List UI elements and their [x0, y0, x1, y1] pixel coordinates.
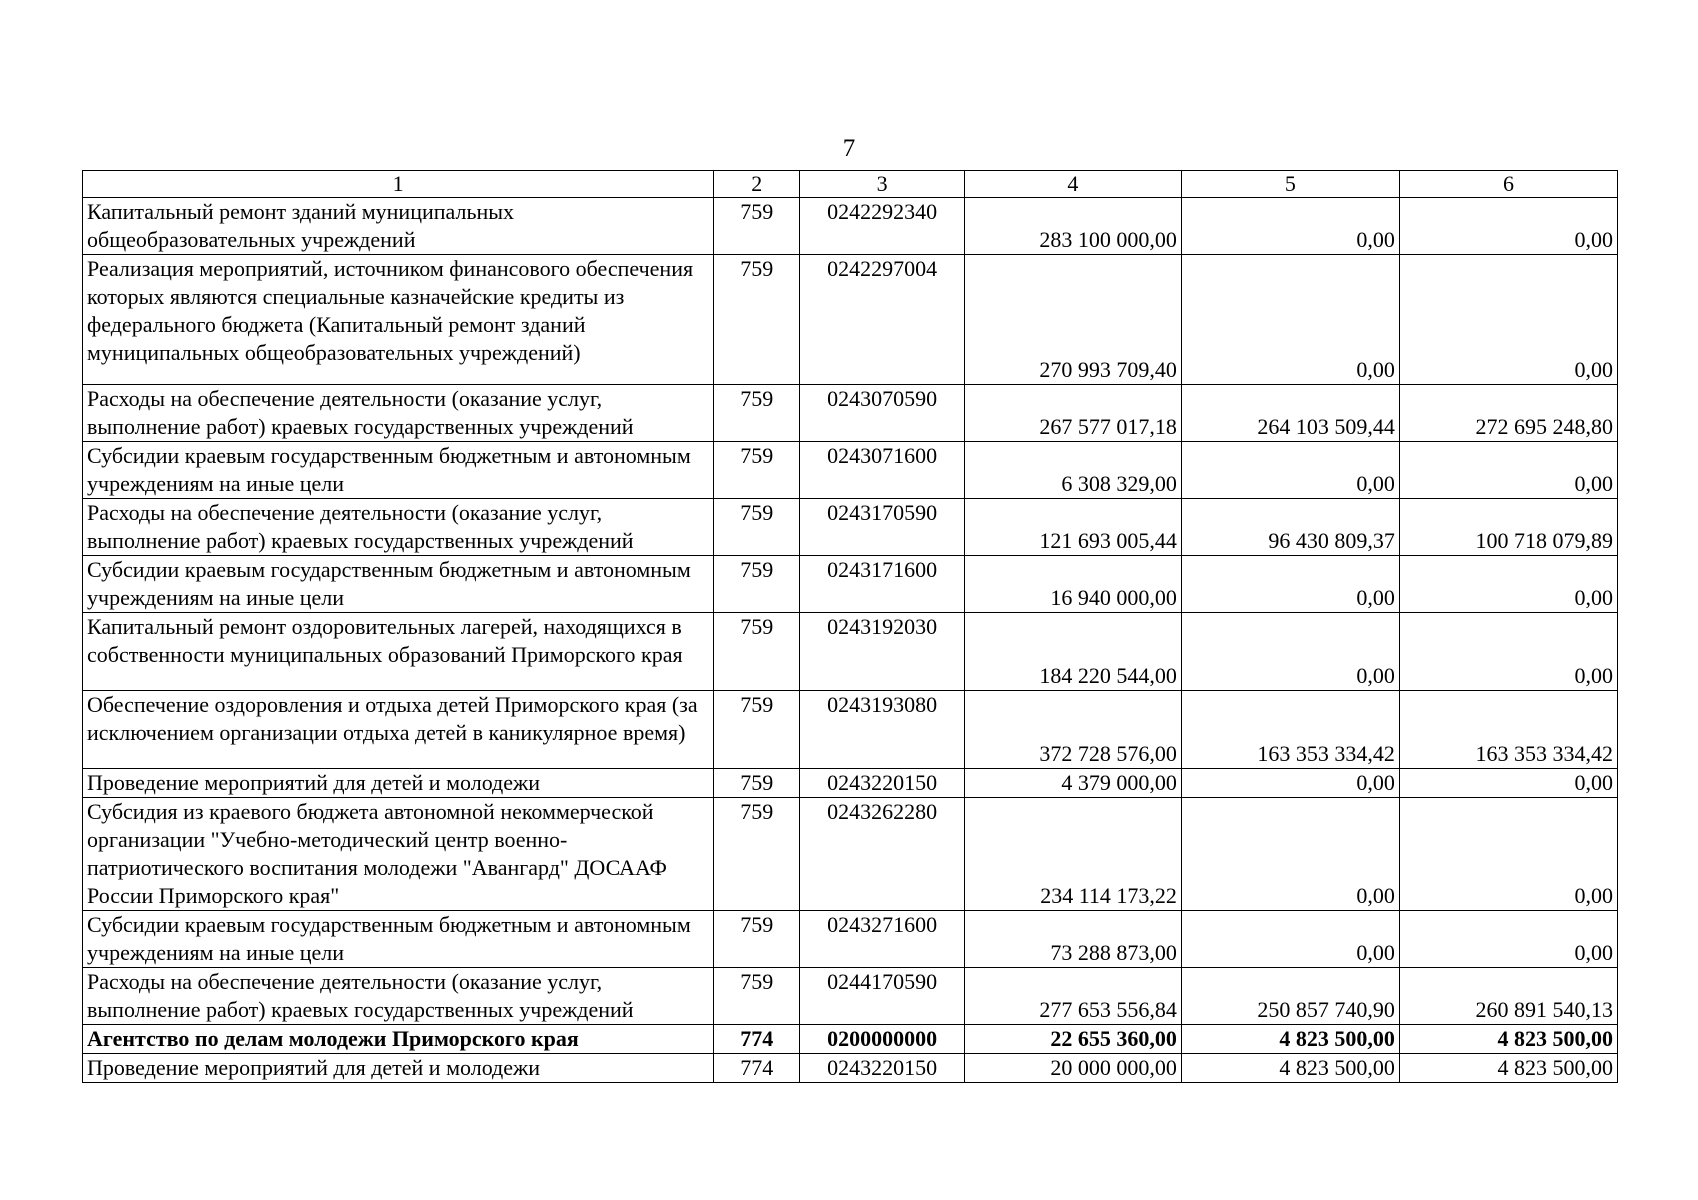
row-value-5: 0,00: [1181, 769, 1399, 798]
row-value-6: 100 718 079,89: [1399, 499, 1617, 556]
row-value-5: 0,00: [1181, 556, 1399, 613]
row-value-4: 277 653 556,84: [964, 968, 1181, 1025]
row-name: Проведение мероприятий для детей и молодежи: [83, 769, 714, 798]
row-value-5: 4 823 500,00: [1181, 1054, 1399, 1083]
table-row: [83, 556, 1618, 613]
column-header: 3: [800, 171, 965, 198]
row-csr: 0243171600: [800, 556, 965, 613]
row-csr: 0244170590: [800, 968, 965, 1025]
row-code: 759: [714, 769, 800, 798]
table-row: [83, 798, 1618, 911]
row-name: Обеспечение оздоровления и отдыха детей Приморского края (за исключением организации отдыха детей в каникулярное время): [83, 691, 714, 769]
row-code: 759: [714, 499, 800, 556]
row-value-6: 260 891 540,13: [1399, 968, 1617, 1025]
row-value-6: 163 353 334,42: [1399, 691, 1617, 769]
row-value-6: 0,00: [1399, 769, 1617, 798]
header-row: [83, 171, 1618, 198]
column-header: 1: [83, 171, 714, 198]
row-value-4: 270 993 709,40: [964, 255, 1181, 385]
row-value-4: 267 577 017,18: [964, 385, 1181, 442]
row-value-5: 0,00: [1181, 442, 1399, 499]
row-value-4: 4 379 000,00: [964, 769, 1181, 798]
row-csr: 0243193080: [800, 691, 965, 769]
row-value-5: 0,00: [1181, 911, 1399, 968]
row-value-5: 4 823 500,00: [1181, 1025, 1399, 1054]
row-value-4: 22 655 360,00: [964, 1025, 1181, 1054]
row-value-4: 6 308 329,00: [964, 442, 1181, 499]
row-csr: 0243220150: [800, 769, 965, 798]
row-value-6: 0,00: [1399, 255, 1617, 385]
row-value-6: 0,00: [1399, 556, 1617, 613]
row-name: Реализация мероприятий, источником финансового обеспечения которых являются специальные казначейские кредиты из федерального бюджета (Капитальный ремонт зданий муниципальных общеобразовательных учреждений): [83, 255, 714, 385]
row-value-5: 0,00: [1181, 255, 1399, 385]
row-code: 759: [714, 613, 800, 691]
row-value-6: 272 695 248,80: [1399, 385, 1617, 442]
row-code: 759: [714, 911, 800, 968]
row-code: 774: [714, 1054, 800, 1083]
row-csr: 0243262280: [800, 798, 965, 911]
row-value-5: 250 857 740,90: [1181, 968, 1399, 1025]
row-code: 759: [714, 442, 800, 499]
table-row: [83, 769, 1618, 798]
row-value-6: 0,00: [1399, 798, 1617, 911]
row-csr: 0242292340: [800, 198, 965, 255]
row-value-4: 121 693 005,44: [964, 499, 1181, 556]
row-csr: 0243170590: [800, 499, 965, 556]
table-row: [83, 691, 1618, 769]
row-value-5: 96 430 809,37: [1181, 499, 1399, 556]
row-value-6: 0,00: [1399, 442, 1617, 499]
row-value-5: 0,00: [1181, 798, 1399, 911]
row-value-4: 73 288 873,00: [964, 911, 1181, 968]
table-row: [83, 385, 1618, 442]
row-code: 759: [714, 691, 800, 769]
table-row: [83, 613, 1618, 691]
row-name: Расходы на обеспечение деятельности (оказание услуг, выполнение работ) краевых государственных учреждений: [83, 385, 714, 442]
row-value-6: 4 823 500,00: [1399, 1054, 1617, 1083]
table-row: [83, 499, 1618, 556]
row-code: 759: [714, 385, 800, 442]
row-name: Расходы на обеспечение деятельности (оказание услуг, выполнение работ) краевых государственных учреждений: [83, 968, 714, 1025]
row-csr: 0243271600: [800, 911, 965, 968]
row-name: Субсидии краевым государственным бюджетным и автономным учреждениям на иные цели: [83, 442, 714, 499]
row-csr: 0243192030: [800, 613, 965, 691]
table-row: [83, 1054, 1618, 1083]
row-csr: 0243070590: [800, 385, 965, 442]
row-name: Субсидии краевым государственным бюджетным и автономным учреждениям на иные цели: [83, 911, 714, 968]
row-value-6: 0,00: [1399, 613, 1617, 691]
row-value-6: 0,00: [1399, 911, 1617, 968]
row-value-4: 16 940 000,00: [964, 556, 1181, 613]
row-value-4: 184 220 544,00: [964, 613, 1181, 691]
row-code: 759: [714, 556, 800, 613]
row-code: 774: [714, 1025, 800, 1054]
row-csr: 0242297004: [800, 255, 965, 385]
row-value-4: 283 100 000,00: [964, 198, 1181, 255]
row-name: Капитальный ремонт оздоровительных лагерей, находящихся в собственности муниципальных образований Приморского края: [83, 613, 714, 691]
row-name: Расходы на обеспечение деятельности (оказание услуг, выполнение работ) краевых государственных учреждений: [83, 499, 714, 556]
page-number: 7: [842, 135, 856, 162]
table-row: [83, 255, 1618, 385]
table-row: [83, 968, 1618, 1025]
row-code: 759: [714, 968, 800, 1025]
row-value-6: 4 823 500,00: [1399, 1025, 1617, 1054]
row-value-4: 234 114 173,22: [964, 798, 1181, 911]
table-row: [83, 911, 1618, 968]
column-header: 2: [714, 171, 800, 198]
row-name: Субсидии краевым государственным бюджетным и автономным учреждениям на иные цели: [83, 556, 714, 613]
column-header: 4: [964, 171, 1181, 198]
row-name: Проведение мероприятий для детей и молодежи: [83, 1054, 714, 1083]
row-csr: 0200000000: [800, 1025, 965, 1054]
row-value-4: 372 728 576,00: [964, 691, 1181, 769]
row-code: 759: [714, 255, 800, 385]
table-row: [83, 198, 1618, 255]
row-name: Капитальный ремонт зданий муниципальных общеобразовательных учреждений: [83, 198, 714, 255]
table-row: [83, 442, 1618, 499]
row-name: Агентство по делам молодежи Приморского края: [83, 1025, 714, 1054]
row-value-5: 0,00: [1181, 198, 1399, 255]
row-code: 759: [714, 798, 800, 911]
row-csr: 0243071600: [800, 442, 965, 499]
row-value-6: 0,00: [1399, 198, 1617, 255]
row-code: 759: [714, 198, 800, 255]
row-value-4: 20 000 000,00: [964, 1054, 1181, 1083]
row-csr: 0243220150: [800, 1054, 965, 1083]
row-value-5: 264 103 509,44: [1181, 385, 1399, 442]
row-value-5: 163 353 334,42: [1181, 691, 1399, 769]
row-name: Субсидия из краевого бюджета автономной некоммерческой организации "Учебно-методический центр военно-патриотического воспитания молодежи "Авангард" ДОСААФ России Приморского края": [83, 798, 714, 911]
column-header: 6: [1399, 171, 1617, 198]
budget-table: [82, 170, 1618, 1083]
column-header: 5: [1181, 171, 1399, 198]
row-value-5: 0,00: [1181, 613, 1399, 691]
table-row: [83, 1025, 1618, 1054]
